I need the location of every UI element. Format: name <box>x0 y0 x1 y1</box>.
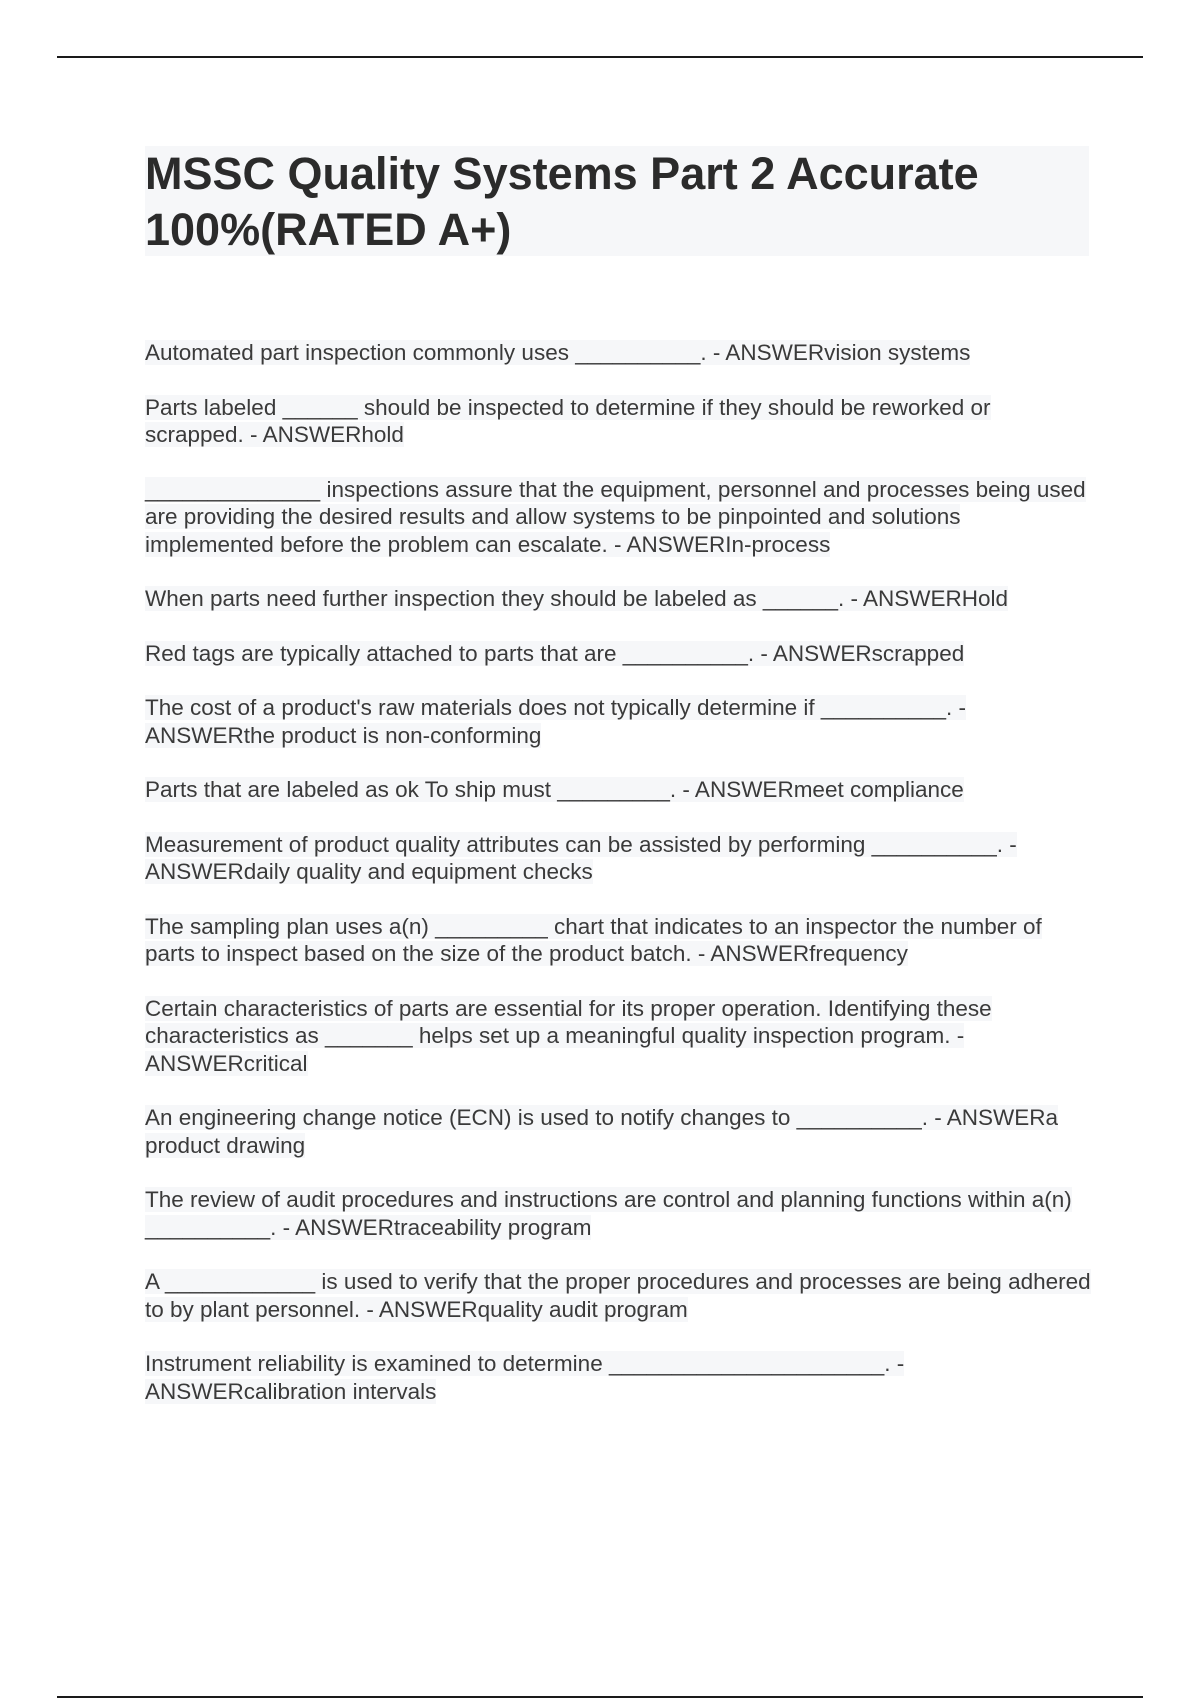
top-rule <box>57 56 1143 58</box>
bottom-rule <box>57 1696 1143 1698</box>
document-title: MSSC Quality Systems Part 2 Accurate 100%(RATED A+) <box>145 148 979 255</box>
title-block <box>145 146 1089 256</box>
qa-item-2 <box>145 394 1095 449</box>
qa-item-8 <box>145 831 1095 886</box>
qa-item-text: Parts that are labeled as ok To ship must _________. - ANSWERmeet compliance <box>145 777 964 802</box>
qa-item-6 <box>145 694 1095 749</box>
qa-item-7 <box>145 776 1095 804</box>
qa-item-text: The review of audit procedures and instructions are control and planning functions within a(n) __________. - ANSWERtraceability program <box>145 1187 1072 1240</box>
qa-item-text: ______________ inspections assure that the equipment, personnel and processes being used are providing the desired results and allow systems to be pinpointed and solutions implemented before the problem can escalate. - ANSWERIn-process <box>145 476 1086 557</box>
qa-item-text: The cost of a product's raw materials does not typically determine if __________. - ANSWERthe product is non-conforming <box>145 695 966 748</box>
qa-item-14 <box>145 1350 1095 1405</box>
qa-item-4 <box>145 585 1095 613</box>
qa-item-text: The sampling plan uses a(n) _________ chart that indicates to an inspector the number of parts to inspect based on the size of the product batch. - ANSWERfrequency <box>145 913 1042 966</box>
qa-item-11 <box>145 1104 1095 1159</box>
qa-item-text: A ____________ is used to verify that the proper procedures and processes are being adhered to by plant personnel. - ANSWERquality audit program <box>145 1269 1091 1322</box>
qa-item-text: When parts need further inspection they should be labeled as ______. - ANSWERHold <box>145 586 1009 611</box>
qa-item-text: Measurement of product quality attributes can be assisted by performing __________. - ANSWERdaily quality and equipment checks <box>145 831 1017 884</box>
qa-item-10 <box>145 995 1095 1078</box>
qa-item-text: Certain characteristics of parts are essential for its proper operation. Identifying these characteristics as _______ helps set up a meaningful quality inspection program. - ANSWERcritical <box>145 995 992 1076</box>
qa-item-text: An engineering change notice (ECN) is used to notify changes to __________. - ANSWERa product drawing <box>145 1105 1059 1158</box>
qa-list <box>145 339 1095 1432</box>
qa-item-5 <box>145 640 1095 668</box>
qa-item-text: Parts labeled ______ should be inspected to determine if they should be reworked or scrapped. - ANSWERhold <box>145 394 991 447</box>
qa-item-13 <box>145 1268 1095 1323</box>
qa-item-text: Red tags are typically attached to parts that are __________. - ANSWERscrapped <box>145 640 965 666</box>
qa-item-text: Automated part inspection commonly uses __________. - ANSWERvision systems <box>145 340 971 365</box>
qa-item-9 <box>145 913 1095 968</box>
qa-item-text: Instrument reliability is examined to determine ______________________. - ANSWERcalibration intervals <box>145 1351 905 1404</box>
qa-item-3 <box>145 476 1095 559</box>
qa-item-1 <box>145 339 1095 367</box>
qa-item-12 <box>145 1186 1095 1241</box>
